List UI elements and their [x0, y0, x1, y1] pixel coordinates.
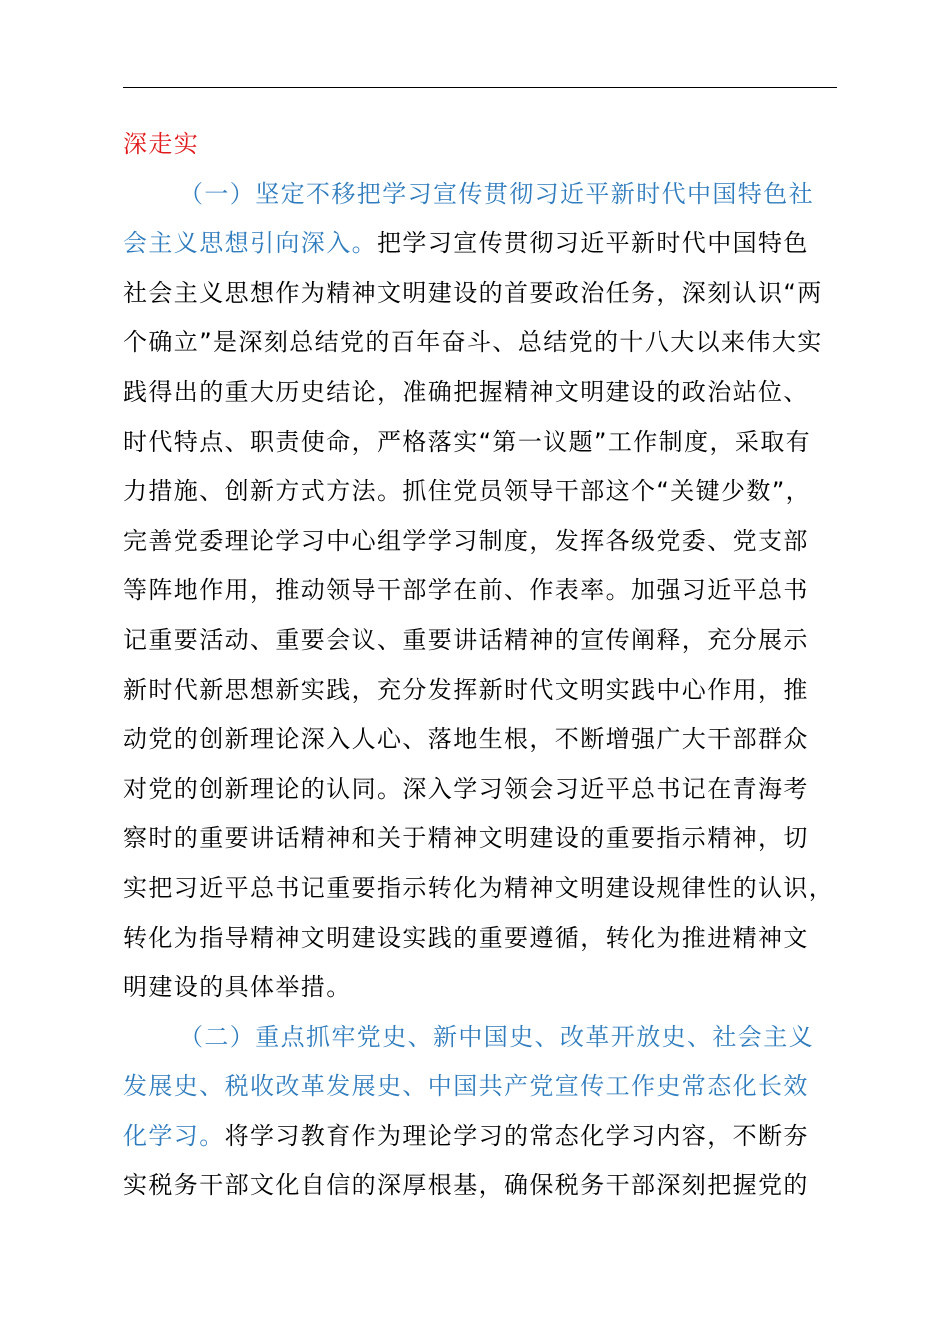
section-1-body-first-tail: 把学习宣传贯彻习近平新时代中国特色: [377, 229, 809, 258]
section-2-mixed-line: [123, 1112, 837, 1162]
section-1-body-line: 转化为指导精神文明建设实践的重要遵循，转化为推进精神文: [123, 923, 809, 952]
section-1-body-line: 对党的创新理论的认同。深入学习领会习近平总书记在青海考: [123, 774, 809, 803]
section-1-heading-line-2: 会主义思想引向深入。: [123, 229, 377, 258]
section-1-body-line: 践得出的重大历史结论，准确把握精神文明建设的政治站位、: [123, 377, 809, 406]
section-2-heading-line-3: 化学习。: [123, 1121, 225, 1150]
section-1-body-line: 新时代新思想新实践，充分发挥新时代文明实践中心作用，推: [123, 675, 809, 704]
section-1-body-line: 个确立”是深刻总结党的百年奋斗、总结党的十八大以来伟大实: [123, 328, 823, 357]
section-2-body-line: 实税务干部文化自信的深厚根基，确保税务干部深刻把握党的: [123, 1171, 809, 1200]
section-1-body-line: 实把习近平总书记重要指示转化为精神文明建设规律性的认识，: [123, 873, 835, 902]
section-2-body-first-tail: 将学习教育作为理论学习的常态化学习内容，不断夯: [224, 1121, 809, 1150]
section-1-mixed-line: [123, 219, 837, 269]
section-2-heading-line-1: （二）重点抓牢党史、新中国史、改革开放史、社会主义: [179, 1022, 814, 1051]
section-1-body-line: 察时的重要讲话精神和关于精神文明建设的重要指示精神，切: [123, 824, 809, 853]
section-2: [123, 1013, 837, 1211]
document-body: [123, 120, 837, 1211]
section-1-body-line: 等阵地作用，推动领导干部学在前、作表率。加强习近平总书: [123, 576, 809, 605]
section-1-body-line: 明建设的具体举措。: [123, 973, 352, 1002]
section-1: [123, 170, 837, 1013]
section-1-body-line: 力措施、创新方式方法。抓住党员领导干部这个“关键少数”，: [123, 477, 812, 506]
section-1-body-line: 动党的创新理论深入人心、落地生根，不断增强广大干部群众: [123, 725, 809, 754]
section-2-heading-line-2: 发展史、税收改革发展史、中国共产党宣传工作史常态化长效: [123, 1072, 809, 1101]
continuation-text: 深走实: [123, 130, 200, 158]
section-1-body-line: 时代特点、职责使命，严格落实“第一议题”工作制度，采取有: [123, 427, 812, 456]
section-1-heading-line-1: （一）坚定不移把学习宣传贯彻习近平新时代中国特色社: [179, 179, 814, 208]
section-1-body-line: 记重要活动、重要会议、重要讲话精神的宣传阐释，充分展示: [123, 625, 809, 654]
section-1-body-line: 完善党委理论学习中心组学学习制度，发挥各级党委、党支部: [123, 526, 809, 555]
header-rule: [123, 87, 837, 88]
section-1-body-line: 社会主义思想作为精神文明建设的首要政治任务，深刻认识“两: [123, 278, 823, 307]
